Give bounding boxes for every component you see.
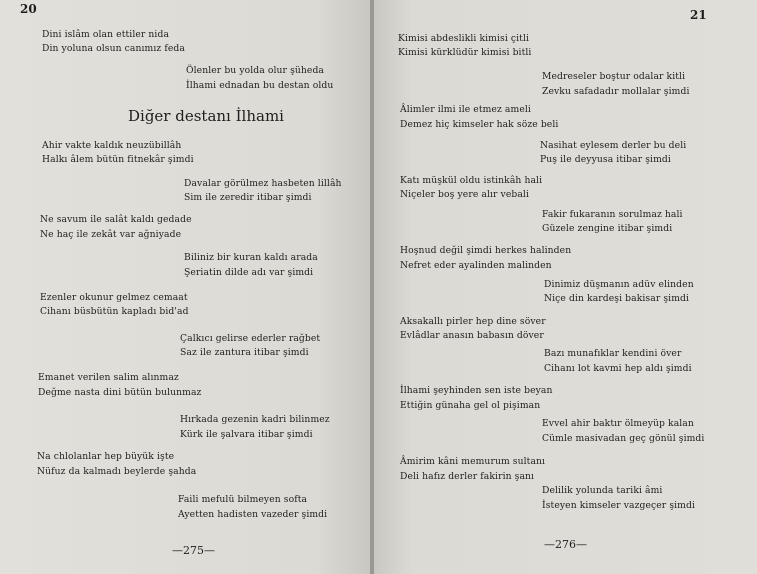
verse-line: İlhami ednadan bu destan oldu (186, 80, 334, 91)
verse-line: Ne savum ile salât kaldı gedade (40, 214, 192, 225)
verse-line: Aksakallı pirler hep dine söver (400, 316, 546, 327)
verse-line: Dinimiz düşmanın adüv elinden (544, 279, 694, 290)
verse-line: Bazı munafıklar kendini över (544, 348, 682, 359)
verse-line: Ahir vakte kaldık neuzübillâh (42, 140, 182, 151)
verse-line: Şeriatin dilde adı var şimdi (184, 267, 314, 278)
verse-line: Medreseler boştur odalar kitli (542, 71, 686, 82)
verse-line: Kürk ile şalvara itibar şimdi (180, 429, 313, 440)
verse-line: Faili mefulü bilmeyen softa (178, 494, 308, 505)
verse-line: Niçeler boş yere alır vebali (400, 189, 530, 200)
page-number-bottom: —276— (544, 538, 587, 551)
verse-line: Âlimler ilmi ile etmez ameli (400, 104, 531, 115)
verse-line: Hoşnud değil şimdi herkes halinden (400, 245, 572, 256)
verse-line: Evlâdlar anasın babasın döver (400, 330, 544, 341)
verse-line: Cihanı büsbütün kapladı bid'ad (40, 306, 189, 317)
verse-line: Ne haç ile zekât var ağniyade (40, 229, 182, 240)
verse-line: Nasihat eylesem derler bu deli (540, 140, 687, 151)
verse-line: Na chlolanlar hep büyük işte (37, 451, 175, 462)
verse-line: Ayetten hadisten vazeder şimdi (178, 509, 328, 520)
verse-line: Nefret eder ayalinden malinden (400, 260, 552, 271)
verse-line: Kimisi kürklüdür kimisi bitli (398, 47, 532, 58)
verse-line: Din yoluna olsun canımız feda (42, 43, 185, 54)
verse-line: Delilik yolunda tariki âmi (542, 485, 663, 496)
verse-line: Ezenler okunur gelmez cemaat (40, 292, 188, 303)
verse-line: Kimisi abdeslikli kimisi çitli (398, 33, 530, 44)
verse-line: İlhami şeyhinden sen iste beyan (400, 385, 553, 396)
verse-line: Niçe din kardeşi bakisar şimdi (544, 293, 690, 304)
page-number-top: 20 (20, 2, 37, 16)
verse-line: Ölenler bu yolda olur şüheda (186, 65, 325, 76)
verse-line: Değme nasta dini bütün bulunmaz (38, 387, 202, 398)
verse-line: Nüfuz da kalmadı beylerde şahda (37, 466, 197, 477)
verse-line: Çalkıcı gelirse ederler rağbet (180, 333, 321, 344)
page-number-top: 21 (690, 8, 707, 22)
verse-line: Fakir fukaranın sorulmaz hali (542, 209, 683, 220)
verse-line: Saz ile zantura itibar şimdi (180, 347, 309, 358)
left-page (0, 0, 372, 574)
verse-line: Evvel ahir baktır ölmeyüp kalan (542, 418, 694, 429)
verse-line: Biliniz bir kuran kaldı arada (184, 252, 318, 263)
verse-line: Katı müşkül oldu istinkâh hali (400, 175, 543, 186)
verse-line: Hırkada gezenin kadri bilinmez (180, 414, 330, 425)
section-title: Diğer destanı İlhami (128, 107, 284, 125)
verse-line: Ettiğin günaha gel ol pişiman (400, 400, 541, 411)
verse-line: Âmirim kâni memurum sultanı (400, 456, 546, 467)
verse-line: İsteyen kimseler vazgeçer şimdi (542, 500, 696, 511)
verse-line: Deli hafız derler fakirin şanı (400, 471, 535, 482)
verse-line: Puş ile deyyusa itibar şimdi (540, 154, 671, 165)
right-page (374, 0, 757, 574)
verse-line: Cümle masivadan geç gönül şimdi (542, 433, 705, 444)
verse-line: Cihanı lot kavmi hep aldı şimdi (544, 363, 692, 374)
verse-line: Demez hiç kimseler hak söze beli (400, 119, 559, 130)
verse-line: Halkı âlem bütün fitnekâr şimdi (42, 154, 194, 165)
verse-line: Güzele zengine itibar şimdi (542, 223, 673, 234)
verse-line: Sim ile zeredir itibar şimdi (184, 192, 312, 203)
verse-line: Davalar görülmez hasbeten lillâh (184, 178, 342, 189)
verse-line: Zevku safadadır mollalar şimdi (542, 86, 690, 97)
verse-line: Emanet verilen salim alınmaz (38, 372, 179, 383)
page-number-bottom: —275— (172, 544, 215, 557)
verse-line: Dini islâm olan ettiler nida (42, 29, 170, 40)
